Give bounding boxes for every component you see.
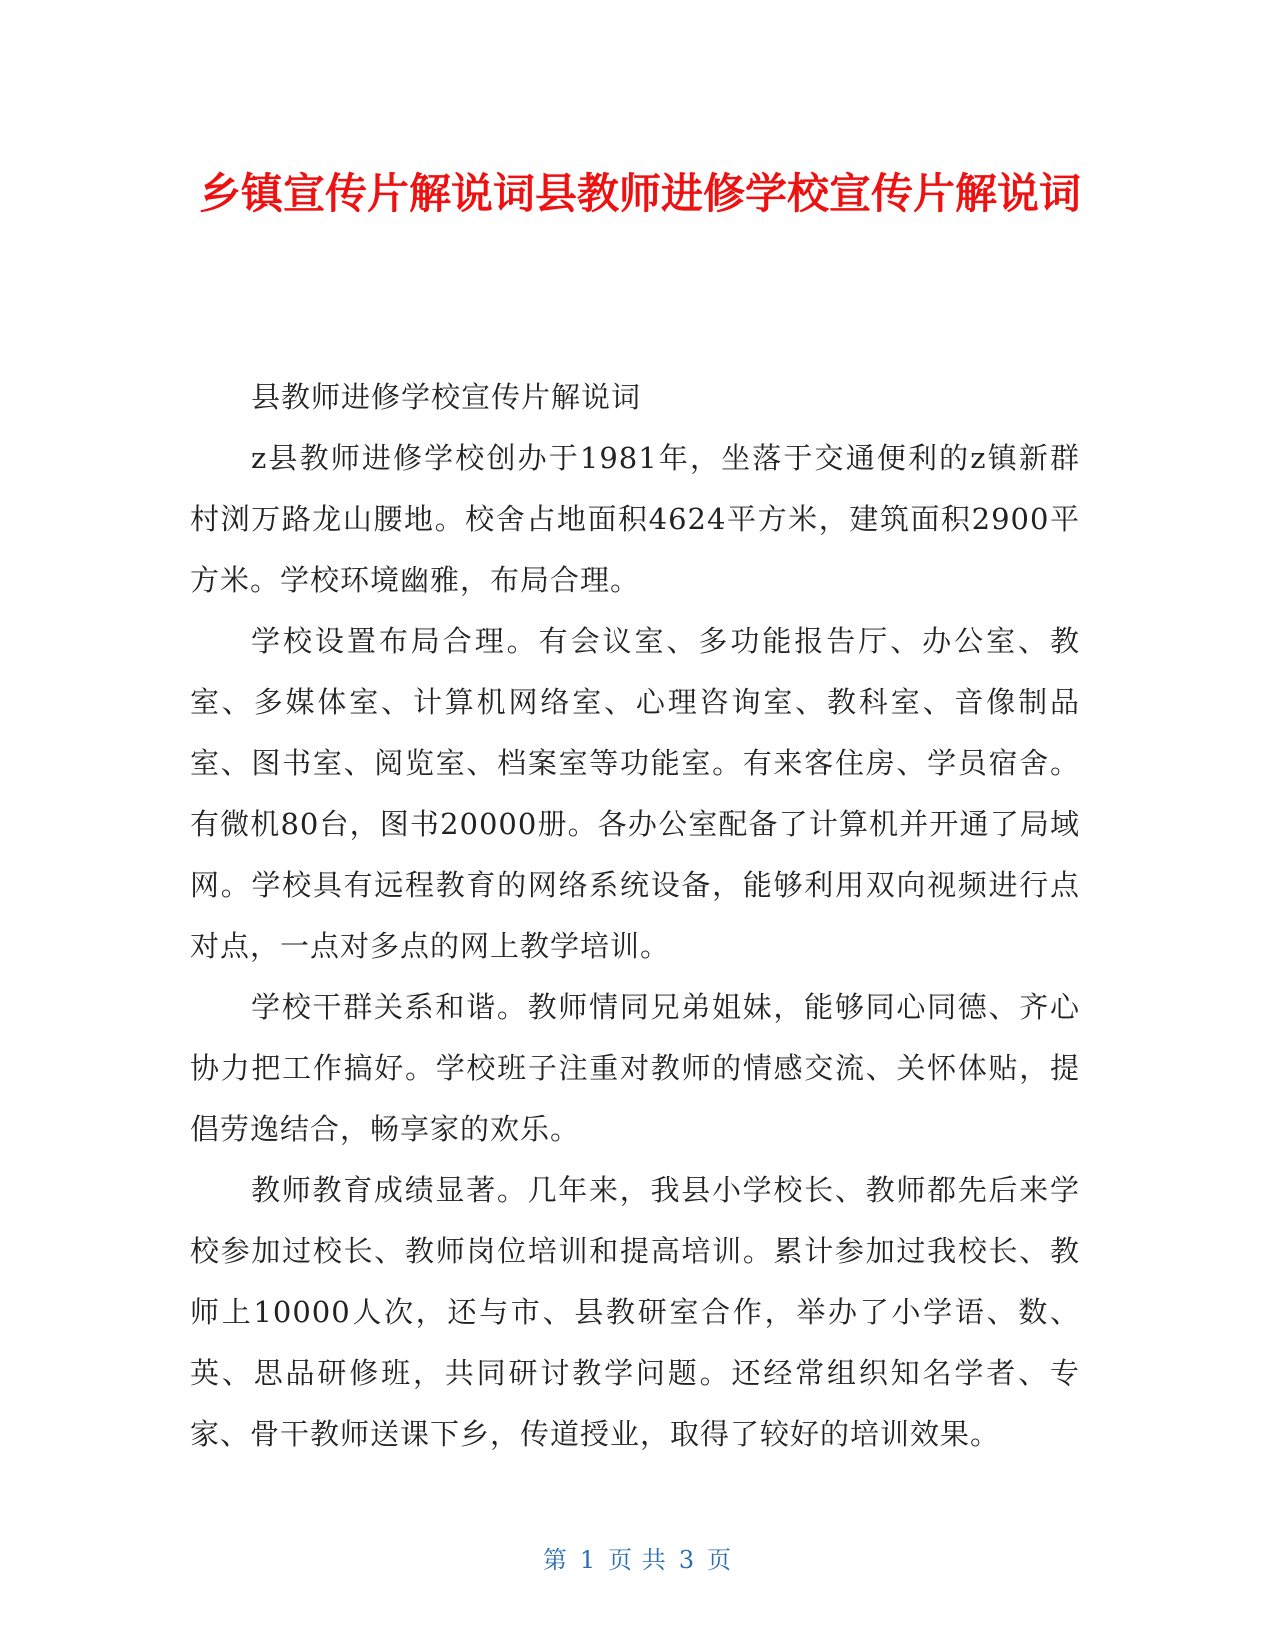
footer-label-of: 页 共 — [608, 1546, 667, 1574]
paragraph-heading: 县教师进修学校宣传片解说词 — [251, 380, 642, 414]
footer-total-pages: 3 — [678, 1546, 696, 1574]
footer-label-page: 第 — [542, 1546, 568, 1574]
page-footer — [0, 1540, 1275, 1575]
footer-label-end: 页 — [707, 1546, 733, 1574]
paragraph-relations: 学校干群关系和谐。教师情同兄弟姐妹，能够同心同德、齐心协力把工作搞好。学校班子注重对教师的情感交流、关怀体贴，提倡劳逸结合，畅享家的欢乐。 — [190, 990, 1080, 1146]
paragraph-achievements: 教师教育成绩显著。几年来，我县小学校长、教师都先后来学校参加过校长、教师岗位培训和提高培训。累计参加过我校长、教师上10000人次，还与市、县教研室合作，举办了小学语、数、英、思品研修班，共同研讨教学问题。还经常组织知名学者、专家、骨干教师送课下乡，传道授业，取得了较好的培训效果。 — [190, 1173, 1080, 1451]
paragraph-intro: z县教师进修学校创办于1981年，坐落于交通便利的z镇新群村浏万路龙山腰地。校舍占地面积4624平方米，建筑面积2900平方米。学校环境幽雅，布局合理。 — [190, 441, 1080, 597]
document-body — [190, 367, 1080, 1465]
footer-current-page: 1 — [579, 1546, 597, 1574]
document-title: 乡镇宣传片解说词县教师进修学校宣传片解说词 — [198, 169, 1081, 218]
paragraph-facilities: 学校设置布局合理。有会议室、多功能报告厅、办公室、教室、多媒体室、计算机网络室、心理咨询室、教科室、音像制品室、图书室、阅览室、档案室等功能室。有来客住房、学员宿舍。有微机80台，图书20000册。各办公室配备了计算机并开通了局域网。学校具有远程教育的网络系统设备，能够利用双向视频进行点对点，一点对多点的网上教学培训。 — [190, 624, 1080, 963]
